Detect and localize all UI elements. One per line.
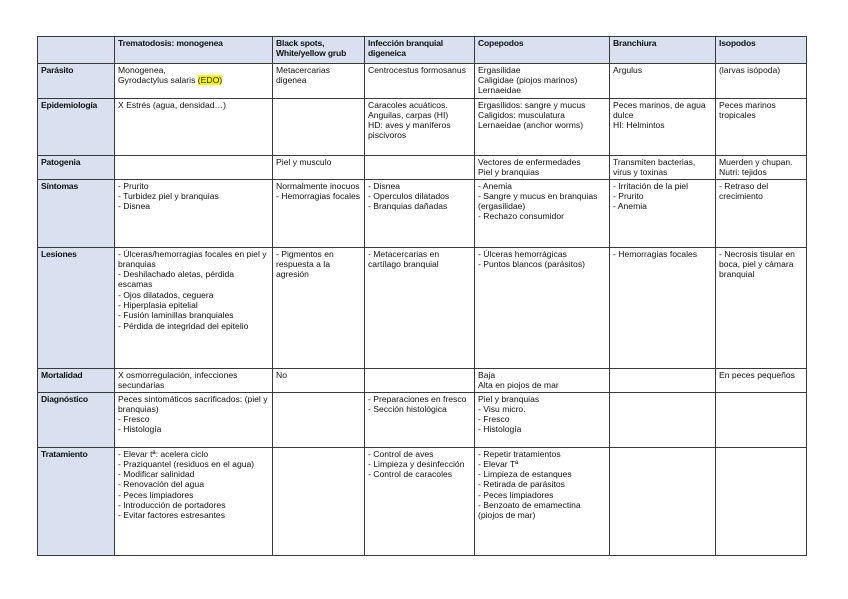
cell-text: Ergasilidos: sangre y mucus: [478, 99, 586, 110]
cell-line: [478, 479, 607, 489]
cell-text: - Fresco: [118, 414, 150, 425]
cell-text: Caligidae (piojos marinos): [478, 74, 578, 85]
cell-line: [118, 310, 270, 320]
cell-line: [478, 404, 607, 414]
cell-text: - Control de aves: [368, 448, 434, 459]
cell-line: [118, 500, 270, 510]
cell-line: [368, 191, 472, 201]
cell-text: Monogenea,: [118, 64, 166, 75]
table-row: [38, 99, 807, 156]
cell-text: Normalmente inocuos: [276, 180, 360, 191]
cell-line: [478, 75, 607, 85]
cell-line: [118, 490, 270, 500]
table-row: [38, 64, 807, 99]
cell-line: [118, 459, 270, 469]
cell-line: [719, 370, 804, 380]
cell-text: - Histología: [478, 424, 522, 435]
cell-text: - Peces limpiadores: [478, 489, 554, 500]
cell-infeccion-branquial: [365, 248, 475, 369]
cell-line: [276, 191, 362, 201]
cell-text: - Disnea: [368, 180, 400, 191]
header-infeccion-branquial: Infección branquial digeneica: [365, 37, 475, 64]
header-trematodosis: Trematodosis: monogenea: [115, 37, 273, 64]
cell-line: [118, 75, 270, 85]
header-row: [38, 37, 807, 64]
cell-text: - Anemia: [478, 180, 512, 191]
cell-text: - Limpieza de estanques: [478, 469, 572, 480]
cell-line: [478, 449, 607, 459]
cell-line: [478, 459, 607, 469]
table-row: [38, 180, 807, 248]
cell-line: [719, 65, 804, 75]
cell-line: [118, 424, 270, 434]
cell-line: [719, 100, 804, 121]
cell-black-spots: [273, 393, 365, 448]
cell-black-spots: [273, 64, 365, 99]
cell-line: [276, 181, 362, 191]
cell-text: Muerden y chupan.: [719, 156, 793, 167]
cell-copepodos: [475, 180, 610, 248]
cell-text: - Turbidez piel y branquias: [118, 190, 219, 201]
cell-trematodosis: [115, 99, 273, 156]
row-label: Síntomas: [38, 180, 115, 248]
cell-line: [118, 290, 270, 300]
cell-text: - Repetir tratamientos: [478, 448, 561, 459]
cell-text: - Elevar tª: acelera ciclo: [118, 448, 209, 459]
cell-text: Lernaeidae: [478, 85, 522, 96]
cell-line: [478, 259, 607, 269]
cell-infeccion-branquial: [365, 99, 475, 156]
header-black-spots: Black spots, White/yellow grub: [273, 37, 365, 64]
cell-text: - Hemorragias focales: [613, 248, 698, 259]
cell-branchiura: [610, 180, 716, 248]
cell-infeccion-branquial: [365, 448, 475, 556]
cell-trematodosis: [115, 180, 273, 248]
cell-copepodos: [475, 156, 610, 180]
cell-text: - Metacercarias en cartílago branquial: [368, 248, 440, 269]
cell-line: [613, 249, 713, 259]
cell-line: [118, 449, 270, 459]
cell-trematodosis: [115, 156, 273, 180]
cell-text: - Retraso del crecimiento: [719, 180, 769, 201]
table-row: [38, 156, 807, 180]
cell-text: - Hiperplasia epitelial: [118, 299, 198, 310]
cell-isopodos: [716, 369, 807, 393]
row-label: Parásito: [38, 64, 115, 99]
cell-isopodos: [716, 180, 807, 248]
cell-text: - Prurito: [613, 190, 644, 201]
cell-line: [613, 181, 713, 191]
cell-text: - Preparaciones en fresco: [368, 393, 467, 404]
cell-black-spots: [273, 180, 365, 248]
cell-infeccion-branquial: [365, 180, 475, 248]
cell-line: [368, 449, 472, 459]
cell-line: [368, 404, 472, 414]
cell-text: Transmiten bacterias, virus y toxinas: [613, 156, 696, 177]
cell-line: [118, 201, 270, 211]
cell-branchiura: [610, 369, 716, 393]
cell-text: (larvas isópoda): [719, 64, 781, 75]
cell-text: - Limpieza y desinfección: [368, 458, 465, 469]
cell-line: [118, 65, 270, 75]
cell-text: - Disnea: [118, 201, 150, 212]
cell-line: [478, 85, 607, 95]
cell-isopodos: [716, 448, 807, 556]
cell-line: [368, 249, 472, 270]
cell-isopodos: [716, 99, 807, 156]
cell-line: [118, 300, 270, 310]
cell-black-spots: [273, 99, 365, 156]
row-label: Epidemiología: [38, 99, 115, 156]
table-row: [38, 448, 807, 556]
cell-text: - Retirada de parásitos: [478, 479, 565, 490]
cell-line: [118, 469, 270, 479]
cell-text: Piel y branquias: [478, 393, 540, 404]
row-label: Mortalidad: [38, 369, 115, 393]
cell-text: - Sangre y mucus en branquias (ergasilidae): [478, 190, 598, 212]
cell-text: - Control de caracoles: [368, 469, 453, 480]
cell-line: [118, 394, 270, 415]
cell-text: - Úlceras hemorrágicas: [478, 248, 567, 259]
cell-text: - Irritación de la piel: [613, 180, 688, 191]
cell-line: [478, 191, 607, 212]
cell-copepodos: [475, 248, 610, 369]
cell-line: [478, 110, 607, 120]
cell-text: Gyrodactylus salaris: [118, 74, 198, 85]
cell-text: Ergasilidae: [478, 64, 521, 75]
cell-text: - Rechazo consumidor: [478, 211, 564, 222]
cell-line: [118, 249, 270, 270]
cell-text: HI: Helmintos: [613, 120, 665, 131]
cell-isopodos: [716, 64, 807, 99]
cell-text: - Prurito: [118, 180, 149, 191]
cell-trematodosis: [115, 369, 273, 393]
cell-line: [118, 191, 270, 201]
cell-branchiura: [610, 393, 716, 448]
cell-text: - Pigmentos en respuesta a la agresión: [276, 248, 334, 280]
cell-text: - Operculos dilatados: [368, 190, 450, 201]
cell-branchiura: [610, 448, 716, 556]
cell-line: [368, 181, 472, 191]
cell-copepodos: [475, 369, 610, 393]
row-label: Lesiones: [38, 248, 115, 369]
cell-line: [368, 110, 472, 120]
cell-line: [613, 201, 713, 211]
cell-text: Anguilas, carpas (HI): [368, 109, 449, 120]
cell-line: [478, 181, 607, 191]
cell-text: - Úlceras/hemorragias focales en piel y branquias: [118, 248, 267, 269]
cell-line: [478, 211, 607, 221]
cell-text: - Hemorragias focales: [276, 190, 361, 201]
cell-trematodosis: [115, 248, 273, 369]
cell-line: [118, 479, 270, 489]
cell-copepodos: [475, 99, 610, 156]
cell-text: Vectores de enfermedades: [478, 156, 581, 167]
cell-trematodosis: [115, 64, 273, 99]
cell-line: [719, 181, 804, 202]
cell-line: [478, 380, 607, 390]
cell-isopodos: [716, 156, 807, 180]
row-label: Tratamiento: [38, 448, 115, 556]
cell-line: [118, 321, 270, 331]
cell-line: [368, 394, 472, 404]
cell-infeccion-branquial: [365, 64, 475, 99]
cell-text: Peces marinos, de agua dulce: [613, 99, 706, 120]
cell-line: [478, 414, 607, 424]
cell-text: - Anemia: [613, 201, 647, 212]
cell-text: - Elevar Tª: [478, 458, 519, 469]
cell-line: [478, 394, 607, 404]
cell-line: [613, 65, 713, 75]
cell-infeccion-branquial: [365, 393, 475, 448]
table-row: [38, 369, 807, 393]
cell-line: [276, 157, 362, 167]
cell-text: - Peces limpiadores: [118, 489, 194, 500]
cell-line: [368, 120, 472, 141]
cell-text: - Sección histológica: [368, 403, 447, 414]
cell-line: [478, 424, 607, 434]
cell-text: - Renovación del agua: [118, 479, 204, 490]
cell-text: Piel y musculo: [276, 156, 332, 167]
cell-text: - Puntos blancos (parásitos): [478, 258, 585, 269]
cell-text: Peces marinos tropicales: [719, 99, 776, 120]
row-label: Patogenia: [38, 156, 115, 180]
cell-branchiura: [610, 248, 716, 369]
cell-text: X Estrés (agua, densidad…): [118, 99, 226, 110]
cell-text: No: [276, 369, 287, 380]
cell-line: [478, 370, 607, 380]
cell-line: [478, 167, 607, 177]
cell-text: En peces pequeños: [719, 369, 795, 380]
cell-text: Caracoles acuáticos.: [368, 99, 448, 110]
highlighted-code: (EDO): [197, 74, 223, 85]
cell-text: X osmorregulación, infecciones secundarias: [118, 369, 238, 390]
cell-text: - Fresco: [478, 414, 510, 425]
cell-line: [118, 269, 270, 290]
cell-line: [478, 65, 607, 75]
cell-text: Caligidos: musculatura: [478, 109, 565, 120]
cell-text: - Fusión laminillas branquiales: [118, 310, 234, 321]
cell-text: - Evitar factores estresantes: [118, 510, 225, 521]
cell-text: - Introducción de portadores: [118, 499, 226, 510]
cell-line: [478, 469, 607, 479]
cell-text: Peces sintomáticos sacrificados: (piel y branquias): [118, 393, 268, 414]
table-row: [38, 248, 807, 369]
cell-trematodosis: [115, 448, 273, 556]
cell-line: [276, 249, 362, 280]
cell-infeccion-branquial: [365, 156, 475, 180]
cell-text: Centrocestus formosanus: [368, 64, 466, 75]
cell-line: [613, 191, 713, 201]
cell-text: Metacercarias digenea: [276, 64, 330, 85]
cell-line: [276, 65, 362, 86]
cell-copepodos: [475, 393, 610, 448]
cell-line: [368, 469, 472, 479]
cell-line: [118, 181, 270, 191]
cell-black-spots: [273, 248, 365, 369]
cell-line: [719, 249, 804, 280]
cell-text: - Histología: [118, 424, 162, 435]
cell-line: [368, 65, 472, 75]
cell-black-spots: [273, 156, 365, 180]
cell-isopodos: [716, 248, 807, 369]
cell-text: - Pérdida de integridad del epitelio: [118, 320, 249, 331]
cell-text: - Modificar salinidad: [118, 469, 195, 480]
cell-line: [478, 249, 607, 259]
cell-line: [368, 100, 472, 110]
cell-copepodos: [475, 64, 610, 99]
cell-text: Argulus: [613, 64, 643, 75]
cell-text: Lernaeidae (anchor worms): [478, 120, 584, 131]
cell-branchiura: [610, 99, 716, 156]
cell-line: [613, 157, 713, 178]
header-copepodos: Copepodos: [475, 37, 610, 64]
row-label: Diagnóstico: [38, 393, 115, 448]
cell-text: - Ojos dilatados, ceguera: [118, 289, 214, 300]
cell-line: [118, 370, 270, 391]
cell-text: - Praziquantel (residuos en el agua): [118, 458, 255, 469]
cell-trematodosis: [115, 393, 273, 448]
cell-text: - Branquias dañadas: [368, 201, 448, 212]
parasitosis-table: [37, 36, 807, 556]
cell-black-spots: [273, 448, 365, 556]
cell-line: [478, 157, 607, 167]
cell-text: - Deshilachado aletas, pérdida escamas: [118, 269, 235, 290]
cell-text: - Visu micro.: [478, 403, 526, 414]
cell-branchiura: [610, 156, 716, 180]
cell-line: [368, 201, 472, 211]
cell-text: HD: aves y maníferos piscivoros: [368, 120, 451, 141]
cell-line: [118, 510, 270, 520]
cell-line: [368, 459, 472, 469]
cell-line: [276, 370, 362, 380]
header-branchiura: Branchiura: [610, 37, 716, 64]
cell-line: [478, 120, 607, 130]
cell-text: Nutri: tejidos: [719, 166, 767, 177]
cell-text: Piel y branquias: [478, 166, 540, 177]
cell-text: - Necrosis tisular en boca, piel y cámara branquial: [719, 248, 795, 280]
cell-branchiura: [610, 64, 716, 99]
cell-isopodos: [716, 393, 807, 448]
cell-copepodos: [475, 448, 610, 556]
cell-black-spots: [273, 369, 365, 393]
cell-text: Baja: [478, 369, 496, 380]
cell-line: [613, 100, 713, 121]
cell-line: [118, 414, 270, 424]
table-row: [38, 393, 807, 448]
cell-text: Alta en piojos de mar: [478, 379, 559, 390]
header-isopodos: Isopodos: [716, 37, 807, 64]
header-corner: [38, 37, 115, 64]
cell-line: [613, 120, 713, 130]
cell-line: [118, 100, 270, 110]
cell-infeccion-branquial: [365, 369, 475, 393]
cell-line: [719, 157, 804, 167]
cell-text: - Benzoato de emamectina (piojos de mar): [478, 499, 581, 521]
cell-line: [478, 100, 607, 110]
cell-line: [719, 167, 804, 177]
cell-line: [478, 490, 607, 500]
cell-line: [478, 500, 607, 521]
